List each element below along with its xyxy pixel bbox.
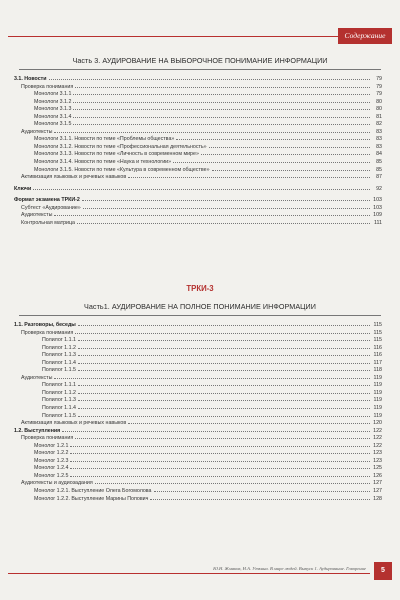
toc-leader-dots <box>154 486 370 492</box>
toc-entry-page: 122 <box>373 427 382 434</box>
toc-entry-title: 3.1. Новости <box>14 76 47 82</box>
toc-entry-title: Монологи 3.1.1. Новости по теме «Проблемы общества» <box>34 136 175 143</box>
toc-entry-page: 116 <box>373 344 382 351</box>
toc-leader-dots <box>62 426 370 432</box>
toc-entry-title: Проверка понимания <box>21 435 74 442</box>
toc-leader-dots <box>78 380 370 386</box>
toc-entry-page: 115 <box>373 337 382 344</box>
toc-entry-title: Монолог 1.2.3 <box>34 457 69 464</box>
toc-entry-page: 109 <box>373 212 382 219</box>
toc-entry-page: 87 <box>376 174 382 181</box>
toc-entry-title: Аудиотексты <box>21 128 53 135</box>
toc-leader-dots <box>73 97 370 103</box>
toc-leader-dots <box>75 328 370 334</box>
toc-entry <box>14 119 382 127</box>
toc-entry <box>14 320 382 328</box>
toc-leader-dots <box>176 134 370 140</box>
toc-part3 <box>14 74 382 225</box>
toc-leader-dots <box>54 127 370 133</box>
toc-leader-dots <box>212 165 370 171</box>
toc-entry-page: 116 <box>373 352 382 359</box>
toc-entry-title: Монологи 3.1.5 <box>34 121 72 128</box>
toc-entry <box>14 172 382 180</box>
toc-entry-title: Монолог 1.2.2. Выступление Марины Попович <box>34 495 149 502</box>
page-number: 5 <box>374 562 392 580</box>
toc-entry-title: Монологи 3.1.2. Новости по теме «Профессиональная деятельность» <box>34 143 207 150</box>
toc-entry-page: 103 <box>373 197 382 204</box>
footer-rule <box>8 573 370 574</box>
toc-entry <box>14 403 382 411</box>
toc-leader-dots <box>150 494 370 500</box>
toc-entry-page: 111 <box>373 219 382 226</box>
part3-title <box>0 56 400 70</box>
toc-entry-page: 115 <box>373 322 382 328</box>
toc-entry-title: Субтест «Аудирование» <box>21 204 81 211</box>
toc-entry-page: 122 <box>373 442 382 449</box>
toc-entry-title: Полилог 1.1.4 <box>42 405 76 412</box>
toc-entry-page: 123 <box>373 450 382 457</box>
toc-leader-dots <box>201 149 370 155</box>
toc-leader-dots <box>78 388 370 394</box>
toc-entry <box>14 335 382 343</box>
toc-entry <box>14 426 382 434</box>
toc-leader-dots <box>78 365 370 371</box>
toc-entry-title: Проверка понимания <box>21 83 74 90</box>
toc-entry-page: 80 <box>376 106 382 113</box>
toc-entry-title: Полилог 1.1.4 <box>42 359 76 366</box>
toc-entry-title: Полилог 1.1.3 <box>42 397 76 404</box>
toc-leader-dots <box>128 172 370 178</box>
toc-entry-title: Монолог 1.2.2 <box>34 450 69 457</box>
toc-entry-title: Монологи 3.1.3 <box>34 106 72 113</box>
trki3-heading: ТРКИ-3 <box>186 284 214 293</box>
toc-entry-page: 120 <box>373 420 382 427</box>
toc-leader-dots <box>78 358 370 364</box>
toc-entry <box>14 89 382 97</box>
toc-entry <box>14 210 382 218</box>
toc-leader-dots <box>70 471 370 477</box>
toc-entry-page: 123 <box>373 457 382 464</box>
header-rule <box>8 36 338 37</box>
toc-entry <box>14 486 382 494</box>
toc-entry-title: Полилог 1.1.2 <box>42 344 76 351</box>
part1-title-rule <box>19 315 381 316</box>
toc-entry <box>14 195 382 203</box>
toc-entry-page: 127 <box>373 488 382 495</box>
toc-entry <box>14 82 382 90</box>
toc-entry-page: 119 <box>373 412 382 419</box>
toc-leader-dots <box>70 441 370 447</box>
footer-band <box>0 562 400 582</box>
toc-entry <box>14 494 382 502</box>
toc-entry-title: Ключи <box>14 185 32 192</box>
toc-entry-page: 119 <box>373 382 382 389</box>
toc-entry-page: 79 <box>376 83 382 90</box>
toc-entry <box>14 184 382 192</box>
toc-entry <box>14 478 382 486</box>
toc-entry-page: 84 <box>376 151 382 158</box>
toc-entry <box>14 203 382 211</box>
toc-entry <box>14 456 382 464</box>
toc-entry-title: Монолог 1.2.1 <box>34 442 69 449</box>
toc-leader-dots <box>73 112 370 118</box>
toc-entry <box>14 149 382 157</box>
toc-entry <box>14 112 382 120</box>
toc-entry <box>14 97 382 105</box>
toc-leader-dots <box>82 195 370 201</box>
toc-entry <box>14 74 382 82</box>
toc-leader-dots <box>73 89 370 95</box>
toc-entry <box>14 418 382 426</box>
toc-leader-dots <box>77 218 370 224</box>
toc-leader-dots <box>73 104 370 110</box>
toc-leader-dots <box>54 210 370 216</box>
toc-entry-title: Монолог 1.2.4 <box>34 465 69 472</box>
toc-entry-page: 117 <box>373 359 382 366</box>
toc-entry <box>14 373 382 381</box>
toc-leader-dots <box>78 395 370 401</box>
toc-entry-page: 119 <box>373 374 382 381</box>
toc-entry-title: Полилог 1.1.5 <box>42 412 76 419</box>
toc-entry-title: Полилог 1.1.5 <box>42 367 76 374</box>
toc-leader-dots <box>73 119 370 125</box>
section-tab: Содержание <box>338 28 392 44</box>
toc-entry-page: 79 <box>376 91 382 98</box>
toc-trki3-part1 <box>14 320 382 501</box>
toc-leader-dots <box>95 478 370 484</box>
toc-entry-page: 79 <box>376 76 382 82</box>
toc-entry-title: Монологи 3.1.2 <box>34 98 72 105</box>
toc-entry-title: Аудиотексты и аудиозадания <box>21 480 93 487</box>
toc-leader-dots <box>54 373 370 379</box>
toc-entry-title: Полилог 1.1.1 <box>42 382 76 389</box>
toc-entry <box>14 350 382 358</box>
toc-leader-dots <box>75 433 370 439</box>
toc-entry-page: 83 <box>376 143 382 150</box>
toc-entry-page: 127 <box>373 480 382 487</box>
toc-entry <box>14 142 382 150</box>
toc-entry <box>14 104 382 112</box>
toc-entry <box>14 328 382 336</box>
toc-entry-page: 85 <box>376 166 382 173</box>
toc-entry <box>14 134 382 142</box>
toc-leader-dots <box>78 403 370 409</box>
toc-entry-title: Активизация языковых и речевых навыков <box>21 174 127 181</box>
toc-entry-page: 122 <box>373 435 382 442</box>
toc-leader-dots <box>70 448 370 454</box>
footer-text: Ю.Н. Жмаков, Н.А. Уткина. В мире людей. Выпуск 1. Аудирование. Говорение <box>213 566 366 571</box>
toc-entry-page: 103 <box>373 204 382 211</box>
toc-entry-title: Полилог 1.1.3 <box>42 352 76 359</box>
toc-entry <box>14 358 382 366</box>
toc-entry-title: Монолог 1.2.1. Выступление Олега Богомолова <box>34 488 152 495</box>
toc-leader-dots <box>78 350 370 356</box>
toc-entry <box>14 343 382 351</box>
toc-leader-dots <box>173 157 370 163</box>
toc-entry-title: Полилог 1.1.2 <box>42 389 76 396</box>
toc-entry-title: Монологи 3.1.3. Новости по теме «Личность в современном мире» <box>34 151 199 158</box>
toc-entry <box>14 441 382 449</box>
part1-title-text: Часть1. АУДИРОВАНИЕ НА ПОЛНОЕ ПОНИМАНИЕ ИНФОРМАЦИИ <box>84 302 316 311</box>
toc-leader-dots <box>33 184 370 190</box>
toc-entry-title: Монологи 3.1.1 <box>34 91 72 98</box>
toc-entry <box>14 380 382 388</box>
toc-leader-dots <box>75 82 370 88</box>
toc-entry-title: 1.2. Выступления <box>14 427 61 434</box>
toc-entry-page: 128 <box>373 495 382 502</box>
toc-leader-dots <box>209 142 370 148</box>
toc-entry-title: Монологи 3.1.4. Новости по теме «Наука и технологии» <box>34 159 172 166</box>
toc-entry-page: 82 <box>376 121 382 128</box>
toc-entry-title: Монологи 3.1.5. Новости по теме «Культура в современном обществе» <box>34 166 210 173</box>
toc-entry-page: 125 <box>373 465 382 472</box>
toc-entry-title: Формат экзамена ТРКИ-2 <box>14 197 80 204</box>
toc-entry-page: 118 <box>373 367 382 374</box>
toc-entry <box>14 165 382 173</box>
toc-leader-dots <box>49 74 370 80</box>
toc-entry-page: 126 <box>373 472 382 479</box>
toc-entry-page: 119 <box>373 389 382 396</box>
toc-entry-page: 85 <box>376 159 382 166</box>
toc-entry <box>14 463 382 471</box>
toc-entry-title: Аудиотексты <box>21 374 53 381</box>
toc-entry-page: 119 <box>373 405 382 412</box>
toc-entry-page: 83 <box>376 136 382 143</box>
toc-entry-page: 92 <box>376 185 382 192</box>
toc-entry-title: Аудиотексты <box>21 212 53 219</box>
toc-entry-title: Полилог 1.1.1 <box>42 337 76 344</box>
toc-entry <box>14 411 382 419</box>
toc-leader-dots <box>78 411 370 417</box>
toc-leader-dots <box>78 335 370 341</box>
part3-title-rule <box>19 69 381 70</box>
toc-leader-dots <box>78 320 370 326</box>
toc-entry-title: Активизация языковых и речевых навыков <box>21 420 127 427</box>
toc-leader-dots <box>70 463 370 469</box>
toc-entry <box>14 395 382 403</box>
part1-title <box>0 302 400 316</box>
toc-entry-page: 83 <box>376 128 382 135</box>
toc-leader-dots <box>83 203 370 209</box>
toc-entry-title: Монолог 1.2.5 <box>34 472 69 479</box>
toc-entry <box>14 448 382 456</box>
toc-entry <box>14 218 382 226</box>
toc-leader-dots <box>70 456 370 462</box>
toc-leader-dots <box>78 343 370 349</box>
toc-entry <box>14 157 382 165</box>
toc-entry-page: 81 <box>376 113 382 120</box>
toc-entry <box>14 471 382 479</box>
toc-entry-page: 80 <box>376 98 382 105</box>
toc-entry <box>14 127 382 135</box>
toc-leader-dots <box>128 418 370 424</box>
toc-entry <box>14 388 382 396</box>
toc-entry-title: Монологи 3.1.4 <box>34 113 72 120</box>
toc-entry <box>14 365 382 373</box>
toc-entry-title: Контрольная матрица <box>21 219 76 226</box>
toc-entry-title: Проверка понимания <box>21 329 74 336</box>
toc-entry-page: 115 <box>373 329 382 336</box>
toc-entry <box>14 433 382 441</box>
toc-entry-title: 1.1. Разговоры, беседы <box>14 322 76 328</box>
part3-title-text: Часть 3. АУДИРОВАНИЕ НА ВЫБОРОЧНОЕ ПОНИМАНИЕ ИНФОРМАЦИИ <box>72 56 328 65</box>
toc-entry-page: 119 <box>373 397 382 404</box>
